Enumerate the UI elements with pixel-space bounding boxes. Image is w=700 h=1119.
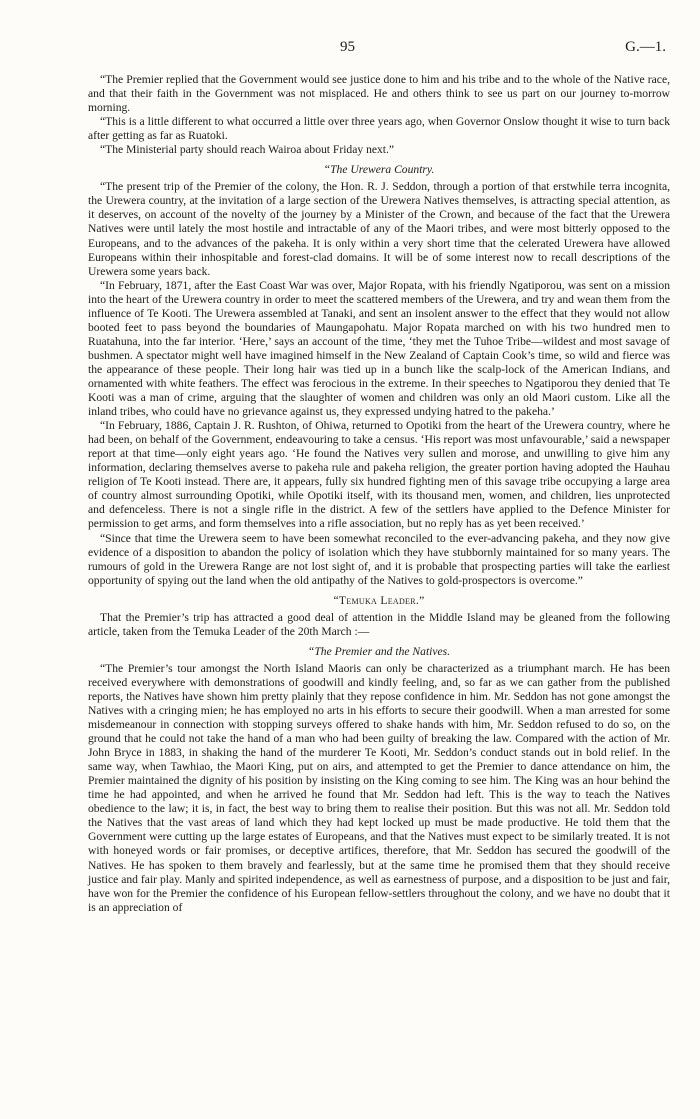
section-heading: “Temuka Leader.” [333, 593, 425, 607]
paragraph: “This is a little different to what occurred a little over three years ago, when Governor Onslow thought it wise to turn back after getting as far as Ruatoki. [88, 115, 670, 143]
paragraph: “The Premier’s tour amongst the North Island Maoris can only be characterized as a triumphant march. He has been received everywhere with demonstrations of goodwill and kindly feeling, and, so far as we can gather from the published reports, the Natives have shown him pretty plainly that they repose confidence in him. Mr. Seddon has not gone amongst the Natives with a cringing mien; he has employed no arts in his efforts to secure their goodwill. When a man arrested for some misdemeanour in connection with stopping surveys offered to shake hands with him, Mr. Seddon refused to do so, on the ground that he could not take the hand of a man who had been guilty of breaking the law. Compared with the action of Mr. John Bryce in 1883, in shaking the hand of the murderer Te Kooti, Mr. Seddon’s conduct stands out in bold relief. In the same way, when Tawhiao, the Maori King, put on airs, and attempted to get the Premier to dance attendance on him, the Premier maintained the dignity of his position by insisting on the King coming to see him. The King was an hour behind the time he had appointed, and when he arrived he found that Mr. Seddon had left. This is the way to teach the Natives obedience to the law; it is, in fact, the best way to bring them to realise their position. But this was not all. Mr. Seddon told the Natives that the vast areas of land which they had kept locked up must be made productive. He told them that the Government were cutting up the large estates of Europeans, and that the Natives must expect to be similarly treated. It is not with honeyed words or fair promises, or deceptive artifices, therefore, that Mr. Seddon has secured the goodwill of the Natives. He has spoken to them bravely and fearlessly, but at the same time he promised them that they should receive justice and fair play. Manly and spirited independence, as well as earnestness of purpose, and a disposition to be just and fair, have won for the Premier the confidence of his European fellow-settlers throughout the colony, and we have no doubt that it is an appreciation of [88, 661, 670, 914]
page-header [0, 40, 700, 60]
section-heading: “The Premier and the Natives. [307, 644, 451, 658]
paragraph: “Since that time the Urewera seem to have been somewhat reconciled to the ever-advancing pakeha, and they now give evidence of a disposition to abandon the policy of isolation which they have stubbornly maintained for so many years. The rumours of gold in the Urewera Range are not lost sight of, and it is probable that prospecting parties will take the earliest opportunity of spying out the land when the old antipathy of the Natives to gold-prospectors is overcome.” [88, 531, 670, 587]
document-reference: G.—1. [625, 39, 666, 55]
paragraph: “The present trip of the Premier of the colony, the Hon. R. J. Seddon, through a portion of that erstwhile terra incognita, the Urewera country, at the invitation of a large section of the Urewera Natives themselves, is attracting special attention, as it deserves, on account of the novelty of the journey by a Minister of the Crown, and because of the fact that the Urewera Natives were until lately the most hostile and intractable of any of the Maori tribes, and were most bitterly opposed to the Europeans, and to the advances of the pakeha. It is only within a very short time that the celerated Urewera have allowed Europeans within their inhospitable and forest-clad domains. It will be of some interest now to recall descriptions of the Urewera some years back. [88, 180, 670, 278]
section-heading: “The Urewera Country. [323, 163, 435, 177]
paragraph: “In February, 1886, Captain J. R. Rushton, of Ohiwa, returned to Opotiki from the heart of the Urewera country, where he had been, on behalf of the Government, endeavouring to take a census. ‘His report was most unfavourable,’ said a newspaper report at that time—only eight years ago. ‘He found the Natives very sullen and morose, and unwilling to give him any information, declaring themselves averse to pakeha rule and pakeha religion, the greater portion having adopted the Hauhau religion of Te Kooti instead. There are, it appears, fully six hundred fighting men of this savage tribe occupying a large area of country almost surrounding Opotiki, while Opotiki itself, with its thousand men, women, and children, lies unprotected and defenceless. There is not a single rifle in the district. A few of the settlers have applied to the Defence Minister for permission to get arms, and form themselves into a rifle association, but no reply has as yet been received.’ [88, 419, 670, 531]
body-text [88, 73, 670, 915]
page-number: 95 [340, 39, 355, 55]
paragraph: “The Premier replied that the Government would see justice done to him and his tribe and to the whole of the Native race, and that their faith in the Government was not misplaced. He and others think to see us part on our journey to-morrow morning. [88, 73, 670, 115]
paragraph: That the Premier’s trip has attracted a good deal of attention in the Middle Island may be gleaned from the following article, taken from the Temuka Leader of the 20th March :— [88, 610, 670, 638]
paragraph: “The Ministerial party should reach Wairoa about Friday next.” [100, 143, 395, 157]
paragraph: “In February, 1871, after the East Coast War was over, Major Ropata, with his friendly Ngatiporou, was sent on a mission into the heart of the Urewera country in order to meet the scattered members of the Urewera, and try and wean them from the influence of Te Kooti. The Urewera assembled at Tanaki, and sent an insolent answer to the effect that they would not allow booted feet to pass beyond the boundaries of Maungapohatu. Major Ropata marched on with his two hundred men to Ruatahuna, into the far interior. ‘Here,’ says an account of the time, ‘they met the Tuhoe Tribe—wildest and most savage of bushmen. A spectator might well have imagined himself in the New Zealand of Captain Cook’s time, so wild and fierce was the appearance of these people. Their long hair was tied up in a bunch like the scalp-lock of the American Indians, and ornamented with white feathers. The effect was ferocious in the extreme. In their speeches to Ngatiporou they denied that Te Kooti was a man of crime, arguing that the slaughter of women and children was only an old Maori custom. Like all the inland tribes, who could have no grievance against us, they expressed undying hatred to the pakeha.’ [88, 278, 670, 419]
